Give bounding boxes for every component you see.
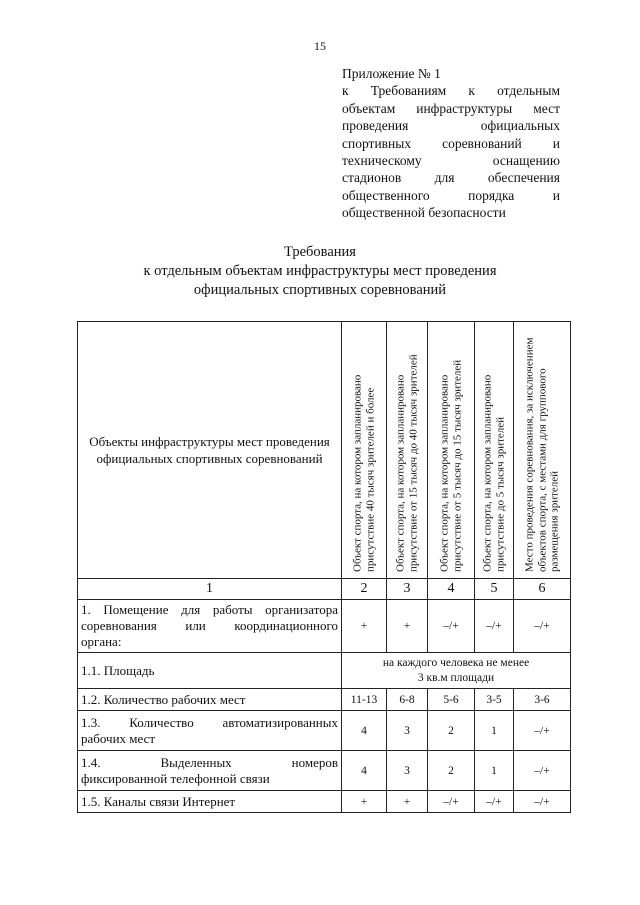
cell-value: 6-8	[387, 689, 428, 711]
table-row	[78, 689, 571, 711]
row-name	[78, 791, 342, 813]
header-text: Место проведения соревнования, за исключением объектов спорта, с местами для группового размещения зрителей	[523, 337, 561, 572]
cell-value: 3-6	[514, 689, 571, 711]
row-name-line: соревнования или координационного	[81, 618, 338, 633]
document-title	[0, 243, 640, 300]
row-name-line: 1.3. Количество автоматизированных	[81, 714, 338, 730]
cell-value: –/+	[428, 791, 475, 813]
annex-line: техническому оснащению	[342, 153, 560, 169]
cell-value: 2	[428, 751, 475, 791]
col-number: 1	[78, 579, 342, 600]
page-number: 15	[314, 39, 326, 53]
header-text: Объект спорта, на котором запланировано присутствие от 5 тысяч до 15 тысяч зрителей	[438, 359, 463, 572]
row-name-line: 1.2. Количество рабочих мест	[81, 691, 246, 707]
col-number: 4	[428, 579, 475, 600]
cell-value: –/+	[514, 711, 571, 751]
table-row	[78, 600, 571, 653]
cell-value: 5-6	[428, 689, 475, 711]
row-name	[78, 600, 342, 653]
header-infrastructure-objects: Объекты инфраструктуры мест проведения официальных спортивных соревнований	[78, 322, 342, 579]
title-line: к отдельным объектам инфраструктуры мест проведения	[143, 263, 497, 279]
table-row	[78, 653, 571, 689]
cell-value: 2	[428, 711, 475, 751]
annex-line: стадионов для обеспечения	[342, 170, 560, 186]
annex-line: к Требованиям к отдельным	[342, 83, 560, 99]
cell-value: –/+	[428, 600, 475, 653]
header-col-15-40k	[387, 322, 428, 579]
cell-merged-value: на каждого человека не менее 3 кв.м площади	[342, 653, 571, 689]
annex-reference	[342, 65, 560, 222]
cell-value: +	[387, 791, 428, 813]
row-name-line: 1.4. Выделенных номеров	[81, 754, 338, 770]
row-name	[78, 689, 342, 711]
col-number: 5	[475, 579, 514, 600]
annex-line: проведения официальных	[342, 118, 560, 134]
table-row	[78, 711, 571, 751]
table-header-row	[78, 322, 571, 579]
requirements-table	[77, 321, 571, 813]
row-name	[78, 653, 342, 689]
header-col-5-15k	[428, 322, 475, 579]
row-name	[78, 711, 342, 751]
row-name-line: фиксированной телефонной связи	[81, 770, 270, 786]
cell-value: –/+	[475, 600, 514, 653]
table-row	[78, 751, 571, 791]
cell-value: 1	[475, 711, 514, 751]
cell-value: 1	[475, 751, 514, 791]
header-col-under-5k	[475, 322, 514, 579]
header-col-other-venue	[514, 322, 571, 579]
row-name	[78, 751, 342, 791]
cell-value: 11-13	[342, 689, 387, 711]
column-numbers-row	[78, 579, 571, 600]
cell-value: +	[387, 600, 428, 653]
col-number: 2	[342, 579, 387, 600]
cell-value: 3	[387, 751, 428, 791]
annex-line: спортивных соревнований и	[342, 135, 560, 151]
header-text: Объект спорта, на котором запланировано присутствие 40 тысяч зрителей и более	[351, 374, 376, 572]
table-row	[78, 791, 571, 813]
cell-value: –/+	[514, 791, 571, 813]
row-name-line: 1.5. Каналы связи Интернет	[81, 793, 236, 809]
cell-value: –/+	[514, 600, 571, 653]
row-name-line: рабочих мест	[81, 730, 156, 746]
cell-value: –/+	[475, 791, 514, 813]
cell-value: 4	[342, 751, 387, 791]
row-name-line: органа:	[81, 634, 122, 649]
title-line: Требования	[284, 244, 356, 260]
annex-line: общественного порядка и	[342, 187, 560, 203]
cell-value: 4	[342, 711, 387, 751]
cell-value: –/+	[514, 751, 571, 791]
cell-value: 3-5	[475, 689, 514, 711]
cell-value: +	[342, 791, 387, 813]
cell-value: 3	[387, 711, 428, 751]
annex-line: общественной безопасности	[342, 205, 506, 221]
header-text: Объект спорта, на котором запланировано присутствие от 15 тысяч до 40 тысяч зрителей	[394, 354, 419, 572]
cell-value: +	[342, 600, 387, 653]
col-number: 3	[387, 579, 428, 600]
annex-line: Приложение № 1	[342, 66, 441, 81]
row-name-line: 1. Помещение для работы организатора	[81, 602, 338, 617]
header-text: Объект спорта, на котором запланировано присутствие до 5 тысяч зрителей	[481, 374, 506, 572]
title-line: официальных спортивных соревнований	[193, 282, 447, 298]
col-number: 6	[514, 579, 571, 600]
annex-line: объектам инфраструктуры мест	[342, 100, 560, 116]
row-name-line: 1.1. Площадь	[81, 662, 155, 678]
header-col-40k	[342, 322, 387, 579]
